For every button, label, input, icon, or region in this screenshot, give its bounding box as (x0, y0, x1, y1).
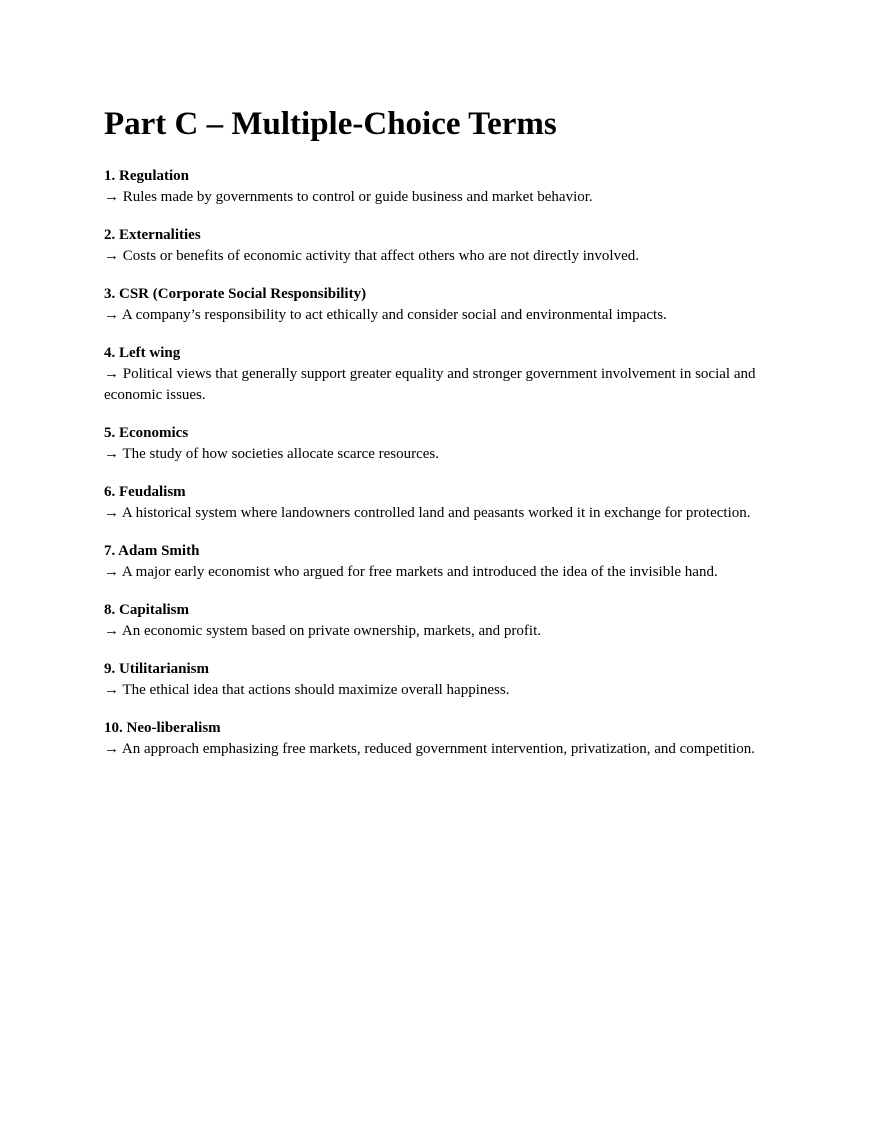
term-heading: 7. Adam Smith (104, 543, 200, 559)
term-definition: → A historical system where landowners controlled land and peasants worked it in exchange for protection. (104, 505, 751, 521)
term-heading: 9. Utilitarianism (104, 661, 209, 677)
term-heading: 5. Economics (104, 425, 189, 441)
term-item (104, 284, 780, 326)
term-item (104, 423, 780, 465)
term-definition: → Political views that generally support greater equality and stronger government involvement in social and economic issues. (104, 366, 756, 403)
term-definition: → An approach emphasizing free markets, reduced government intervention, privatization, and competition. (104, 741, 756, 757)
term-definition: → The ethical idea that actions should maximize overall happiness. (104, 682, 510, 698)
term-item (104, 659, 780, 701)
term-heading: 4. Left wing (104, 345, 181, 361)
term-list (104, 166, 780, 760)
page-title: Part C – Multiple-Choice Terms (104, 106, 557, 142)
term-heading: 2. Externalities (104, 227, 201, 243)
term-heading: 3. CSR (Corporate Social Responsibility) (104, 286, 367, 302)
term-heading: 8. Capitalism (104, 602, 190, 618)
term-definition: → The study of how societies allocate scarce resources. (104, 446, 440, 462)
term-item (104, 718, 780, 760)
term-item (104, 225, 780, 267)
term-definition: → Rules made by governments to control or guide business and market behavior. (104, 189, 593, 205)
term-item (104, 541, 780, 583)
term-item (104, 166, 780, 208)
term-heading: 1. Regulation (104, 168, 190, 184)
term-item (104, 482, 780, 524)
term-item (104, 343, 780, 406)
term-heading: 10. Neo-liberalism (104, 720, 221, 736)
term-heading: 6. Feudalism (104, 484, 186, 500)
term-definition: → An economic system based on private ownership, markets, and profit. (104, 623, 541, 639)
term-item (104, 600, 780, 642)
term-definition: → Costs or benefits of economic activity that affect others who are not directly involved. (104, 248, 639, 264)
term-definition: → A company’s responsibility to act ethically and consider social and environmental impacts. (104, 307, 667, 323)
term-definition: → A major early economist who argued for free markets and introduced the idea of the invisible hand. (104, 564, 718, 580)
